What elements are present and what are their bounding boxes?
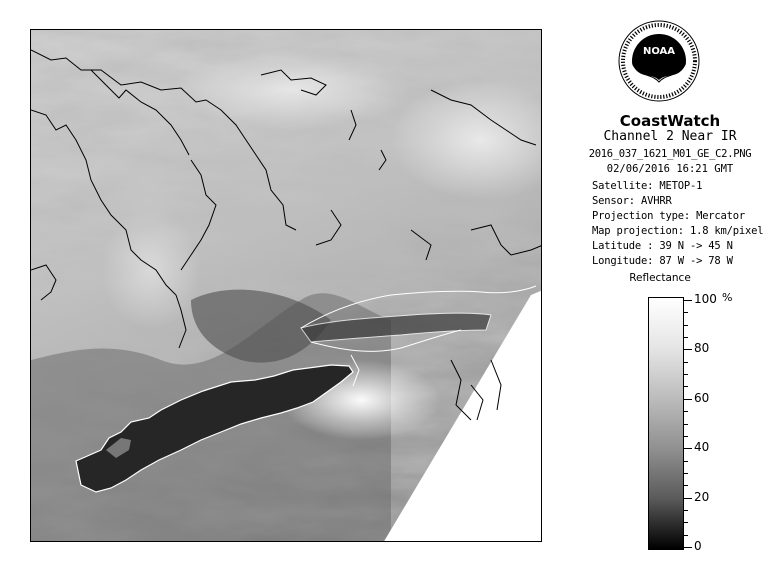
sensor-label: Sensor: AVHRR: [592, 195, 672, 207]
map-projection-label: Map projection: 1.8 km/pixel: [592, 225, 764, 237]
legend-minor-tick: [684, 411, 688, 412]
legend-tick-label: 100: [694, 292, 717, 306]
reflectance-color-scale: [648, 297, 684, 550]
legend-minor-tick: [684, 473, 688, 474]
image-filename: 2016_037_1621_M01_GE_C2.PNG: [588, 148, 752, 160]
legend-unit: %: [722, 291, 733, 304]
acquisition-datetime: 02/06/2016 16:21 GMT: [606, 163, 734, 175]
legend-tick-label: 60: [694, 390, 710, 405]
legend-minor-tick: [684, 386, 688, 387]
legend-minor-tick: [684, 461, 688, 462]
legend-major-tick: [684, 448, 692, 449]
legend-minor-tick: [684, 535, 688, 536]
legend-major-tick: [684, 399, 692, 400]
legend-major-tick: [684, 349, 692, 350]
product-title: CoastWatch: [619, 112, 721, 130]
legend-minor-tick: [684, 374, 688, 375]
legend-title: Reflectance: [629, 272, 691, 284]
noaa-logo: [618, 20, 700, 102]
legend-minor-tick: [684, 485, 688, 486]
legend-minor-tick: [684, 325, 688, 326]
channel-label: Channel 2 Near IR: [603, 129, 737, 144]
legend-major-tick: [684, 547, 692, 548]
legend-tick-label: 40: [694, 440, 710, 455]
latitude-label: Latitude : 39 N -> 45 N: [592, 240, 733, 252]
satellite-label: Satellite: METOP-1: [592, 180, 703, 192]
legend-minor-tick: [684, 312, 688, 313]
legend-tick-label: 20: [694, 489, 710, 504]
legend-minor-tick: [684, 510, 688, 511]
logo-wordmark: NOAA: [642, 46, 676, 57]
legend-major-tick: [684, 300, 692, 301]
legend-minor-tick: [684, 522, 688, 523]
legend-minor-tick: [684, 436, 688, 437]
legend-minor-tick: [684, 424, 688, 425]
projection-type-label: Projection type: Mercator: [592, 210, 746, 222]
legend-tick-label: 0: [694, 539, 702, 553]
legend-major-tick: [684, 498, 692, 499]
legend-minor-tick: [684, 362, 688, 363]
legend-tick-label: 80: [694, 341, 710, 356]
satellite-image-map: [30, 29, 542, 542]
longitude-label: Longitude: 87 W -> 78 W: [592, 255, 733, 267]
legend-minor-tick: [684, 337, 688, 338]
